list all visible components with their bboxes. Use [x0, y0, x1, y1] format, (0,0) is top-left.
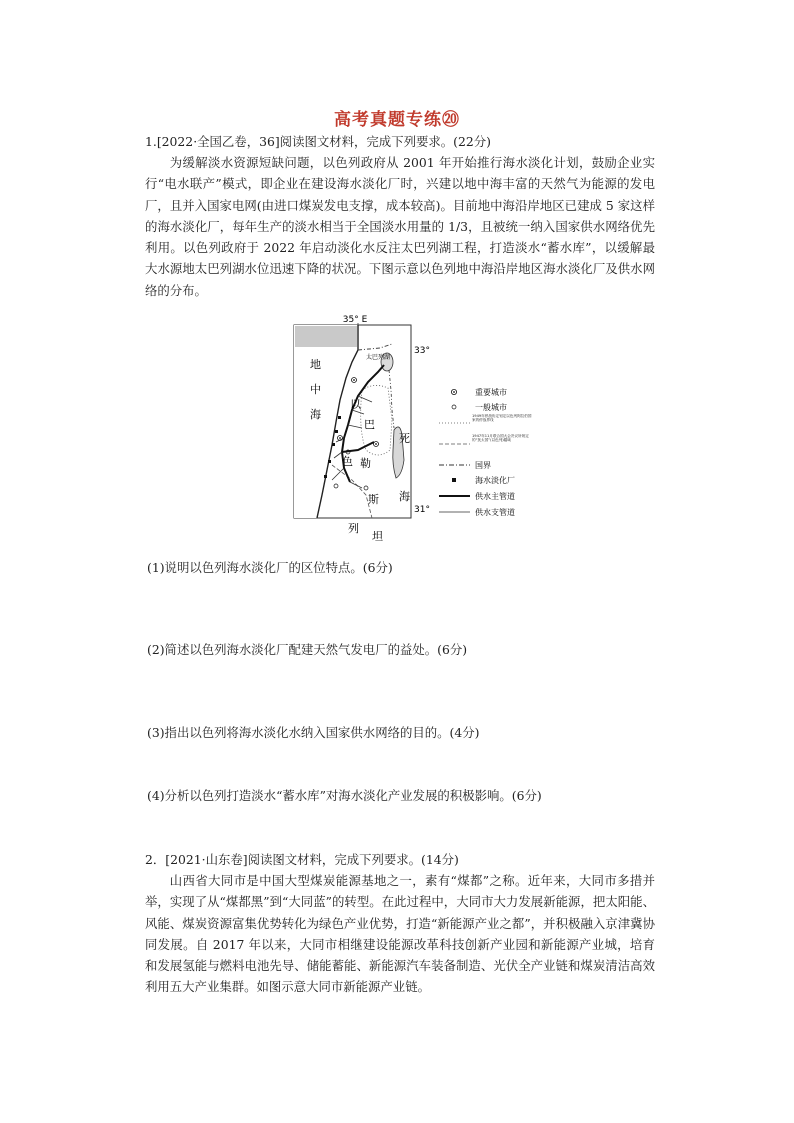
q1-sub2: (2)简述以色列海水淡化厂配建天然气发电厂的益处。(6分) — [147, 642, 468, 657]
q1-sub3: (3)指出以色列将海水淡化水纳入国家供水网络的目的。(4分) — [147, 725, 480, 740]
pal-label-4: 坦 — [372, 530, 383, 543]
pal-label-3: 斯 — [368, 493, 379, 506]
sea-shading — [295, 326, 357, 347]
q1-header: 1.[2022·全国乙卷，36]阅读图文材料，完成下列要求。(22分) — [145, 134, 491, 149]
longitude-label: 35° E — [342, 315, 368, 325]
legend-desal-symbol — [452, 478, 456, 482]
dead-sea-label-2: 海 — [399, 490, 410, 503]
pal-label-2: 勒 — [360, 457, 371, 470]
legend-armistice: 1949年停战协定划定以色列阿拉伯国家的停战界线 — [472, 414, 532, 423]
country-label-1: 以 — [350, 398, 361, 411]
desal-plant — [335, 430, 338, 433]
q1-sub4: (4)分析以色列打造淡水“蓄水库”对海水淡化产业发展的积极影响。(6分) — [147, 788, 542, 803]
legend-minor-city-symbol — [452, 405, 456, 409]
desal-plant — [338, 416, 341, 419]
lake-label: 太巴列湖 — [366, 354, 391, 361]
sea-label-3: 海 — [310, 408, 321, 421]
dead-sea-label-1: 死 — [399, 432, 410, 445]
legend-main-pipe: 供水主管道 — [475, 492, 515, 501]
country-label-3: 列 — [348, 522, 359, 535]
q2-header: 2．[2021·山东卷]阅读图文材料，完成下列要求。(14分) — [145, 852, 459, 867]
legend-minor-city: 一般城市 — [475, 403, 507, 412]
q1-sub1: (1)说明以色列海水淡化厂的区位特点。(6分) — [147, 560, 393, 575]
legend-partition: 1947年11月联合国大会决议所规定的“犹太国”(以色列)疆域 — [472, 434, 529, 443]
q1-body: 为缓解淡水资源短缺问题，以色列政府从 2001 年开始推行海水淡化计划，鼓励企业实行“电水联产”模式，即企业在建设海水淡化厂时，兴建以地中海丰富的天然气为能源的发电厂，且并入国家电网(由进口煤炭发电支撑，成本较高)。目前地中海沿岸地区已建成 5 家这样的海水淡化厂，每年生产的淡水相当于全国淡水用量的 1/3，且被统一纳入国家供水网络优先利用。以色列政府于 2022 年启动淡化水反注太巴列湖工程，打造淡水“蓄水库”，以缓解最大水源地太巴列湖水位迅速下降的状况。下图示意以色列地中海沿岸地区海水淡化厂及供水网络的分布。 — [145, 155, 655, 298]
page-title: 高考真题专练⑳ — [334, 110, 460, 130]
lat-33-label: 33° — [414, 346, 430, 356]
pal-label-1: 巴 — [364, 418, 375, 431]
legend-branch-pipe: 供水支管道 — [475, 508, 515, 517]
q2-body: 山西省大同市是中国大型煤炭能源基地之一，素有“煤都”之称。近年来，大同市多措并举，实现了从“煤都黑”到“大同蓝”的转型。在此过程中，大同市大力发展新能源，把太阳能、风能、煤炭资源富集优势转化为绿色产业优势，打造“新能源产业之都”，并积极融入京津冀协同发展。自 2017 年以来，大同市相继建设能源改革科技创新产业园和新能源产业城，培育和发展氢能与燃料电池先导、储能蓄能、新能源汽车装备制造、光伏全产业链和煤炭清洁高效利用五大产业集群。如图示意大同市新能源产业链。 — [145, 873, 655, 995]
map-legend — [439, 387, 534, 517]
israel-desalination-map — [292, 310, 542, 550]
country-label-2: 色 — [342, 455, 353, 468]
legend-major-city: 重要城市 — [475, 388, 507, 397]
lat-31-label: 31° — [414, 505, 430, 515]
desal-plant — [332, 443, 335, 446]
legend-border: 国界 — [475, 461, 491, 470]
legend-desal: 海水淡化厂 — [475, 476, 515, 485]
sea-label-2: 中 — [310, 383, 321, 396]
desal-plant — [324, 475, 327, 478]
desal-plant — [328, 460, 331, 463]
sea-label-1: 地 — [310, 358, 321, 371]
